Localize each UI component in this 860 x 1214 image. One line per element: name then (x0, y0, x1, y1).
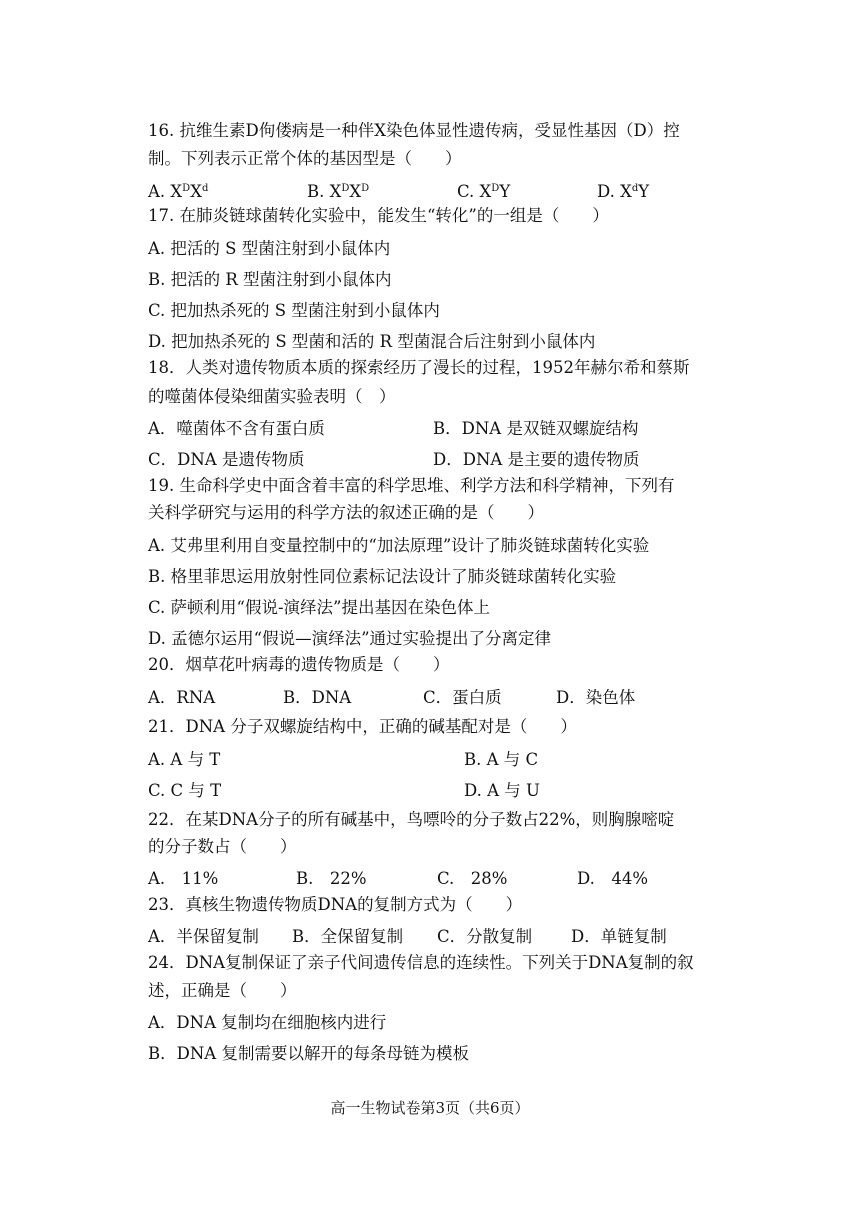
q17-option-a: A. 把活的 S 型菌注射到小鼠体内 (148, 239, 391, 258)
q18-stem-line2: 的噬菌体侵染细菌实验表明（ ） (148, 387, 396, 406)
q18-option-a: A．噬菌体不含有蛋白质 (148, 419, 325, 438)
q22-option-b: B. 22% (296, 869, 367, 888)
q21-option-b: B. A 与 C (464, 750, 539, 769)
q16-option-a: A. $X^DX^d$ (148, 182, 209, 201)
q23-option-a: A．半保留复制 (148, 927, 259, 946)
q17-option-d: D. 把加热杀死的 S 型菌和活的 R 型菌混合后注射到小鼠体内 (148, 332, 596, 351)
q20-option-c: C．蛋白质 (423, 688, 502, 707)
q22-option-c: C. 28% (437, 869, 508, 888)
q19-stem-line2: 关科学研究与运用的科学方法的叙述正确的是（ ） (148, 503, 544, 522)
q17-stem: 17. 在肺炎链球菌转化实验中，能发生“转化”的一组是（ ） (148, 206, 609, 225)
q23-option-b: B．全保留复制 (292, 927, 404, 946)
q16-option-c: C. $X^DY$ (457, 182, 511, 201)
q16-stem-line1: 16. 抗维生素D佝偻病是一种伴X染色体显性遗传病，受显性基因（D）控 (148, 121, 680, 140)
q18-option-d: D．DNA 是主要的遗传物质 (433, 450, 640, 469)
q20-option-d: D．染色体 (556, 688, 636, 707)
q23-stem: 23．真核生物遗传物质DNA的复制方式为（ ） (148, 895, 523, 914)
q17-option-c: C. 把加热杀死的 S 型菌注射到小鼠体内 (148, 301, 440, 320)
q18-option-c: C．DNA 是遗传物质 (148, 450, 305, 469)
q19-option-b: B. 格里菲思运用放射性同位素标记法设计了肺炎链球菌转化实验 (148, 567, 617, 586)
q19-stem-line1: 19. 生命科学史中面含着丰富的科学思堆、利学方法和科学精神，下列有 (148, 476, 675, 495)
page-footer: 高一生物试卷第3页（共6页） (330, 1099, 530, 1117)
q20-option-a: A．RNA (148, 688, 216, 707)
q16-option-b: B. $X^DX^D$ (307, 182, 370, 201)
q22-option-a: A. 11% (148, 869, 219, 888)
q20-option-b: B．DNA (283, 688, 352, 707)
q22-stem-line2: 的分子数占（ ） (148, 837, 297, 856)
q19-option-d: D. 孟德尔运用“假说—演绎法”通过实验提出了分离定律 (148, 629, 552, 648)
q16-option-d: D. $X^dY$ (597, 182, 650, 201)
q23-option-c: C．分散复制 (437, 927, 533, 946)
q16-stem-line2: 制。下列表示正常个体的基因型是（ ） (148, 149, 462, 168)
q19-option-c: C. 萨顿利用“假说-演绎法”提出基因在染色体上 (148, 598, 490, 617)
q21-stem: 21．DNA 分子双螺旋结构中，正确的碱基配对是（ ） (148, 717, 577, 736)
q24-option-a: A．DNA 复制均在细胞核内进行 (148, 1013, 387, 1032)
q19-option-a: A. 艾弗里利用自变量控制中的“加法原理”设计了肺炎链球菌转化实验 (148, 536, 650, 555)
q23-option-d: D．单链复制 (571, 927, 667, 946)
q21-option-d: D. A 与 U (464, 781, 540, 800)
q20-stem: 20．烟草花叶病毒的遗传物质是（ ） (148, 655, 450, 674)
q22-option-d: D. 44% (577, 869, 649, 888)
q21-option-c: C. C 与 T (148, 781, 222, 800)
q24-stem-line2: 述，正确是（ ） (148, 981, 297, 1000)
q24-option-b: B．DNA 复制需要以解开的每条母链为模板 (148, 1044, 469, 1063)
q18-stem-line1: 18．人类对遗传物质本质的探索经历了漫长的过程，1952年赫尔希和蔡斯 (148, 358, 690, 377)
q22-stem-line1: 22．在某DNA分子的所有碱基中，鸟嘌呤的分子数占22%，则胸腺嘧啶 (148, 810, 675, 829)
q24-stem-line1: 24．DNA复制保证了亲子代间遗传信息的连续性。下列关于DNA复制的叙 (148, 953, 694, 972)
q21-option-a: A. A 与 T (148, 750, 221, 769)
q18-option-b: B．DNA 是双链双螺旋结构 (433, 419, 639, 438)
q17-option-b: B. 把活的 R 型菌注射到小鼠体内 (148, 270, 392, 289)
